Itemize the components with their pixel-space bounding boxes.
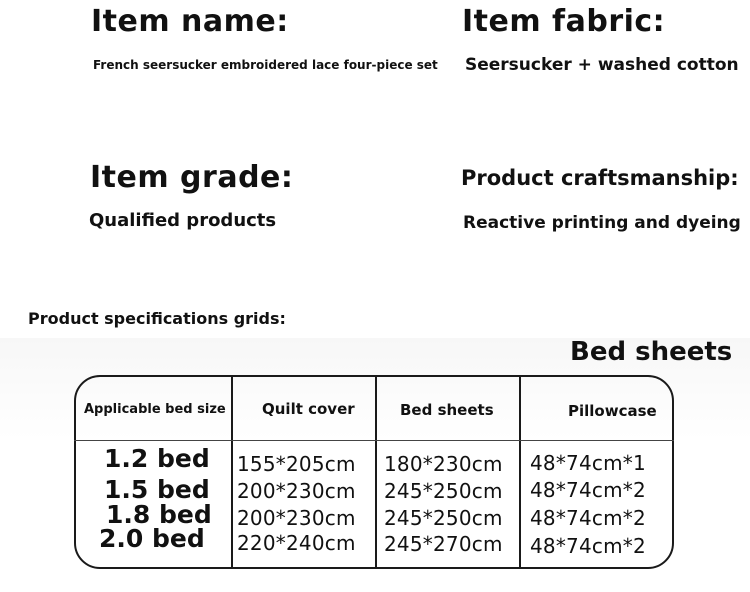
header-pillowcase: Pillowcase [568, 402, 657, 420]
item-grade-label: Item grade: [90, 160, 294, 195]
header-bed-sheets: Bed sheets [400, 401, 494, 419]
item-fabric-label: Item fabric: [462, 4, 666, 39]
spec-heading: Product specifications grids: [28, 309, 286, 328]
craftsmanship-value: Reactive printing and dyeing [463, 213, 741, 233]
row-bed-size: 1.8 bed [106, 500, 212, 529]
item-grade-value: Qualified products [89, 210, 277, 231]
header-divider [74, 440, 674, 441]
item-name-label: Item name: [91, 4, 289, 39]
header-quilt-cover: Quilt cover [262, 400, 355, 418]
row-bed-size: 2.0 bed [99, 524, 205, 553]
row-sheet-size: 180*230cm [384, 452, 503, 476]
row-quilt-size: 155*205cm [237, 452, 356, 476]
row-sheet-size: 245*270cm [384, 532, 503, 556]
row-bed-size: 1.2 bed [104, 444, 210, 473]
row-pillow-size: 48*74cm*1 [530, 451, 646, 475]
row-quilt-size: 220*240cm [237, 531, 356, 555]
header-bed-size: Applicable bed size [84, 402, 226, 417]
row-pillow-size: 48*74cm*2 [530, 506, 646, 530]
row-sheet-size: 245*250cm [384, 506, 503, 530]
table-title: Bed sheets [570, 337, 733, 367]
col-divider-1 [231, 375, 233, 569]
row-quilt-size: 200*230cm [237, 506, 356, 530]
row-pillow-size: 48*74cm*2 [530, 534, 646, 558]
item-name-value: French seersucker embroidered lace four-piece set [93, 58, 438, 72]
craftsmanship-label: Product craftsmanship: [461, 166, 739, 190]
row-bed-size: 1.5 bed [104, 475, 210, 504]
col-divider-2 [375, 375, 377, 569]
col-divider-3 [519, 375, 521, 569]
row-pillow-size: 48*74cm*2 [530, 478, 646, 502]
item-fabric-value: Seersucker + washed cotton [465, 55, 739, 75]
row-sheet-size: 245*250cm [384, 479, 503, 503]
row-quilt-size: 200*230cm [237, 479, 356, 503]
